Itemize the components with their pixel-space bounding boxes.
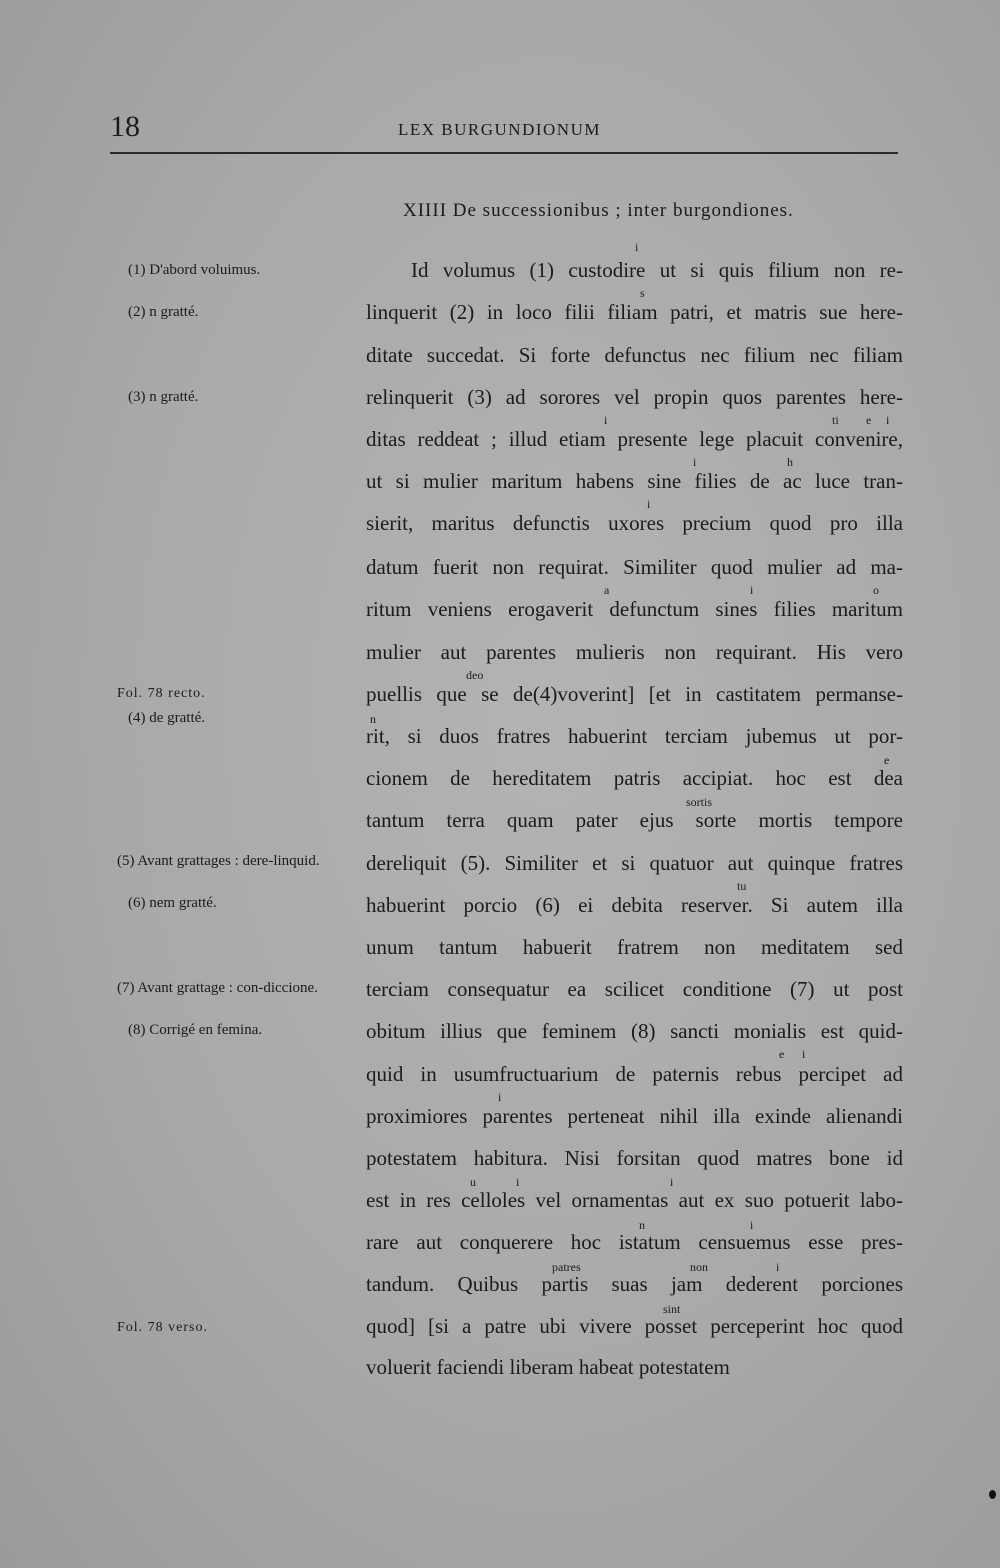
- body-line: tantum terra quam pater ejus sorte mortis tempore: [366, 808, 903, 832]
- margin-note-6: (6) nem gratté.: [128, 895, 217, 911]
- body-line: cionem de hereditatem patris accipiat. hoc est dea: [366, 766, 903, 790]
- interlinear-mark: i: [516, 1175, 520, 1189]
- interlinear-mark: e: [884, 753, 890, 767]
- interlinear-mark: i: [750, 1218, 754, 1232]
- interlinear-mark: o: [873, 583, 879, 597]
- interlinear-mark: i: [802, 1047, 806, 1061]
- interlinear-mark: i: [886, 413, 890, 427]
- body-line: unum tantum habuerit fratrem non meditatem sed: [366, 935, 903, 959]
- body-line: rare aut conquerere hoc istatum censuemus esse pres-: [366, 1230, 903, 1254]
- body-line: dereliquit (5). Similiter et si quatuor aut quinque fratres: [366, 851, 903, 875]
- interlinear-mark: e: [779, 1047, 785, 1061]
- interlinear-mark: sint: [663, 1302, 681, 1316]
- running-title: LEX BURGUNDIONUM: [398, 120, 601, 139]
- interlinear-mark: i: [647, 497, 651, 511]
- body-line: Id volumus (1) custodire ut si quis filium non re-: [411, 258, 903, 282]
- body-line: potestatem habitura. Nisi forsitan quod matres bone id: [366, 1146, 903, 1170]
- body-line: rit, si duos fratres habuerint terciam jubemus ut por-: [366, 724, 903, 748]
- interlinear-mark: i: [776, 1260, 780, 1274]
- interlinear-mark: i: [604, 413, 608, 427]
- margin-note-3: (3) n gratté.: [128, 389, 199, 405]
- interlinear-mark: h: [787, 455, 793, 469]
- interlinear-mark: i: [693, 455, 697, 469]
- body-line: habuerint porcio (6) ei debita reserver. Si autem illa: [366, 893, 903, 917]
- interlinear-mark: n: [370, 712, 376, 726]
- body-line: datum fuerit non requirat. Similiter quod mulier ad ma-: [366, 555, 903, 579]
- body-line: terciam consequatur ea scilicet conditione (7) ut post: [366, 977, 903, 1001]
- interlinear-mark: u: [470, 1175, 476, 1189]
- interlinear-mark: non: [690, 1260, 708, 1274]
- body-line: sierit, maritus defunctis uxores precium quod pro illa: [366, 511, 903, 535]
- margin-note-8: (8) Corrigé en femina.: [128, 1022, 263, 1038]
- body-line: ut si mulier maritum habens sine filies de ac luce tran-: [366, 469, 903, 493]
- interlinear-mark: patres: [552, 1260, 581, 1274]
- body-line: obitum illius que feminem (8) sancti monialis est quid-: [366, 1019, 903, 1043]
- body-line: linquerit (2) in loco filii filiam patri, et matris sue here-: [366, 300, 903, 324]
- margin-note-1: (1) D'abord voluimus.: [128, 262, 261, 278]
- page-number: 18: [110, 110, 140, 143]
- interlinear-mark: ti: [832, 413, 839, 427]
- ink-spot: [989, 1490, 996, 1499]
- body-line: tandum. Quibus partis suas jam dederent porciones: [366, 1272, 903, 1296]
- interlinear-mark: a: [604, 583, 610, 597]
- interlinear-mark: n: [639, 1218, 645, 1232]
- margin-note-7: (7) Avant grattage : con-diccione.: [117, 980, 318, 996]
- body-line: ditas reddeat ; illud etiam presente lege placuit convenire,: [366, 427, 903, 451]
- folio-mark-verso: Fol. 78 verso.: [117, 1320, 208, 1335]
- margin-note-2: (2) n gratté.: [128, 304, 199, 320]
- body-line: ritum veniens erogaverit defunctum sines filies maritum: [366, 597, 903, 621]
- body-line: puellis que se de(4)voverint] [et in castitatem permanse-: [366, 682, 903, 706]
- interlinear-mark: sortis: [686, 795, 713, 809]
- margin-note-4: (4) de gratté.: [128, 710, 206, 726]
- body-line: relinquerit (3) ad sorores vel propin quos parentes here-: [366, 385, 903, 409]
- body-line: quid in usumfructuarium de paternis rebus percipet ad: [366, 1062, 903, 1086]
- interlinear-mark: i: [635, 240, 639, 254]
- body-line: proximiores parentes perteneat nihil illa exinde alienandi: [366, 1104, 903, 1128]
- interlinear-mark: i: [670, 1175, 674, 1189]
- body-line: quod] [si a patre ubi vivere posset perceperint hoc quod: [366, 1314, 903, 1338]
- body-line: voluerit faciendi liberam habeat potestatem: [366, 1355, 730, 1379]
- body-line: ditate succedat. Si forte defunctus nec filium nec filiam: [366, 343, 903, 367]
- section-title: XIIII De successionibus ; inter burgondiones.: [403, 200, 794, 221]
- interlinear-mark: tu: [737, 879, 747, 893]
- interlinear-mark: s: [640, 286, 645, 300]
- interlinear-mark: e: [866, 413, 872, 427]
- interlinear-mark: deo: [466, 668, 484, 682]
- header-rule: [110, 152, 898, 154]
- margin-note-5: (5) Avant grattages : dere-linquid.: [117, 853, 320, 869]
- folio-mark-recto: Fol. 78 recto.: [117, 686, 206, 701]
- interlinear-mark: i: [750, 583, 754, 597]
- body-line: est in res celloles vel ornamentas aut ex suo potuerit labo-: [366, 1188, 903, 1212]
- interlinear-mark: i: [498, 1090, 502, 1104]
- body-line: mulier aut parentes mulieris non requirant. His vero: [366, 640, 903, 664]
